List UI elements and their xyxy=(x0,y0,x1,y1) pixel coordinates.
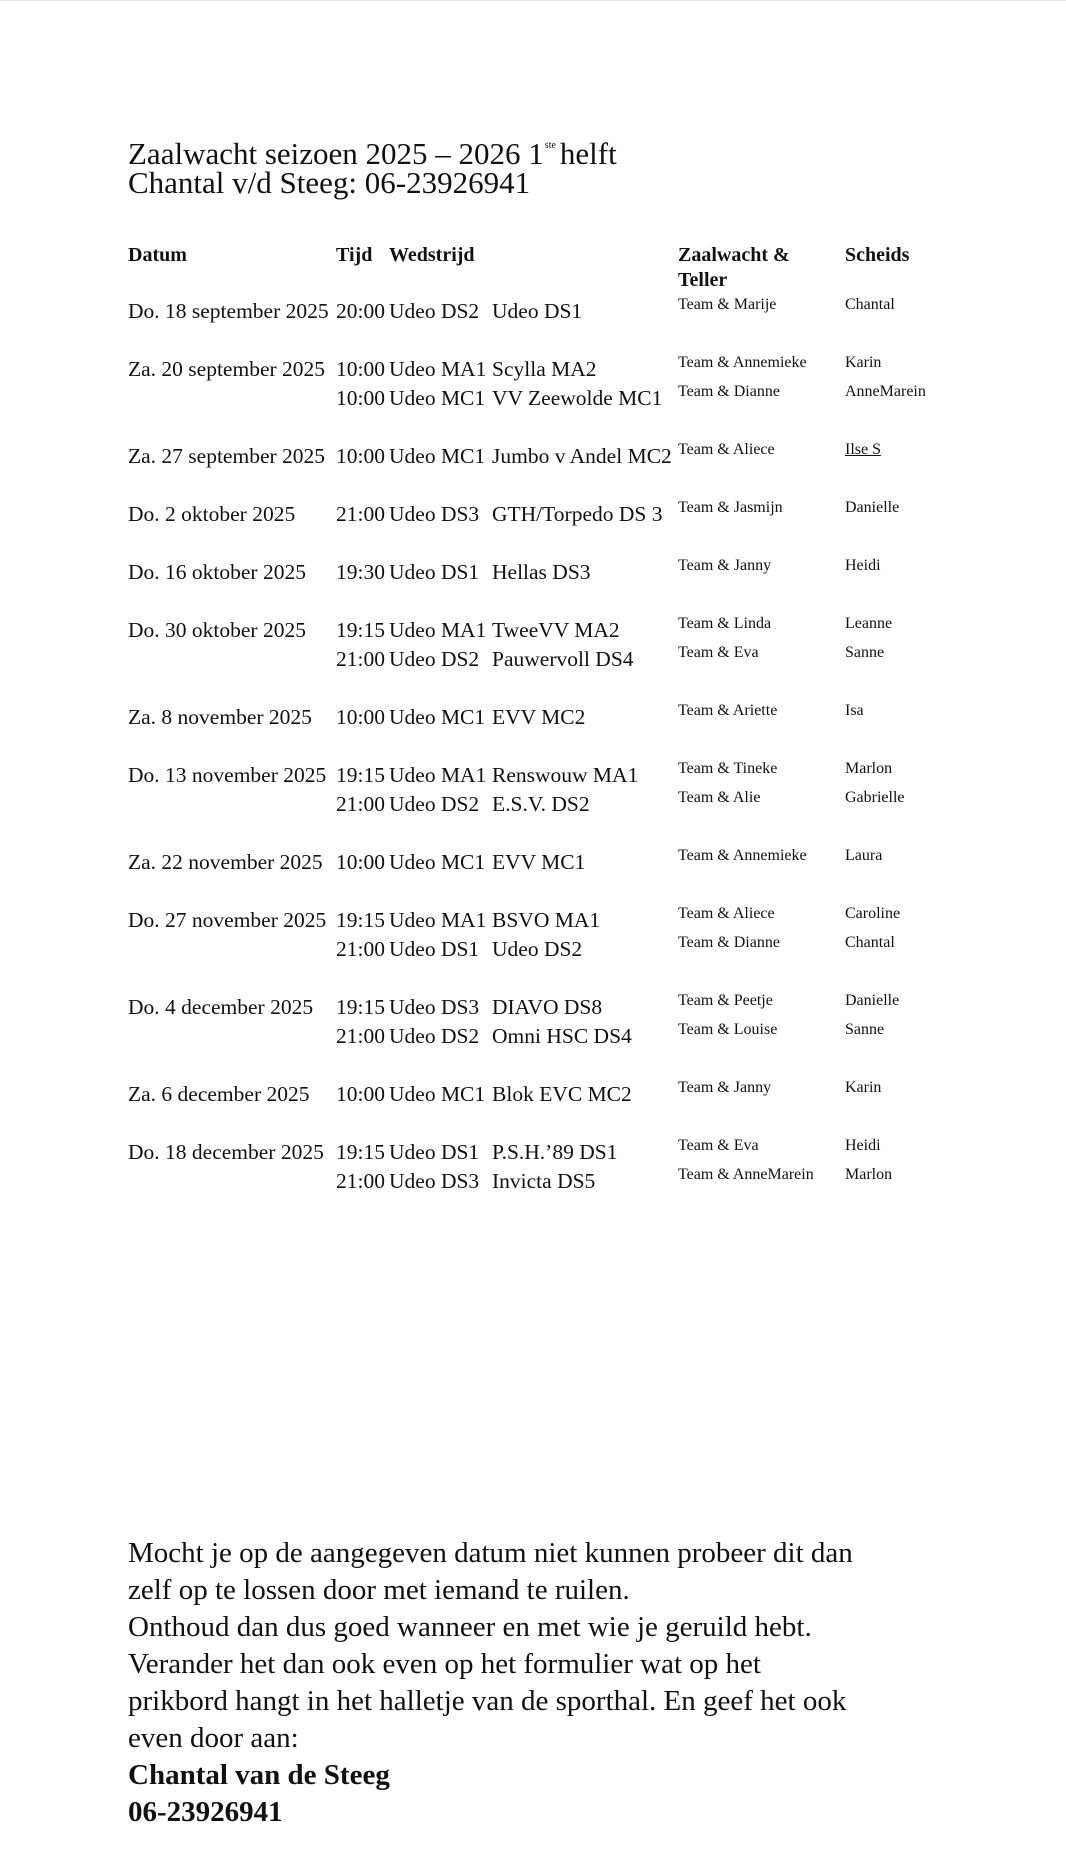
header-zaalwacht: Zaalwacht & xyxy=(678,244,790,266)
row-zaalwacht: Team & Aliece xyxy=(678,905,775,922)
row-away-team: Invicta DS5 xyxy=(492,1169,596,1193)
row-home-team: Udeo MC1 xyxy=(389,1082,486,1106)
row-scheids: Karin xyxy=(845,354,882,371)
row-scheids: Chantal xyxy=(845,934,895,951)
row-time: 21:00 xyxy=(336,502,385,526)
header-tijd: Tijd xyxy=(336,244,373,266)
row-zaalwacht: Team & Janny xyxy=(678,557,772,574)
row-away-team: Udeo DS1 xyxy=(492,299,583,323)
row-zaalwacht: Team & Eva xyxy=(678,1137,759,1154)
header-wedstrijd: Wedstrijd xyxy=(389,244,475,266)
row-away-team: GTH/Torpedo DS 3 xyxy=(492,502,663,526)
row-scheids: Danielle xyxy=(845,992,900,1009)
row-scheids: AnneMarein xyxy=(845,383,926,400)
footer-note xyxy=(128,1535,1008,1831)
row-away-team: Pauwervoll DS4 xyxy=(492,647,634,671)
header-scheids: Scheids xyxy=(845,244,910,266)
row-zaalwacht: Team & AnneMarein xyxy=(678,1166,814,1183)
row-home-team: Udeo MA1 xyxy=(389,908,487,932)
row-scheids: Heidi xyxy=(845,1137,881,1154)
row-scheids: Ilse S xyxy=(845,441,881,458)
row-away-team: BSVO MA1 xyxy=(492,908,601,932)
row-home-team: Udeo DS3 xyxy=(389,995,480,1019)
row-zaalwacht: Team & Ariette xyxy=(678,702,778,719)
row-home-team: Udeo DS1 xyxy=(389,937,480,961)
row-home-team: Udeo MC1 xyxy=(389,444,486,468)
row-home-team: Udeo MA1 xyxy=(389,763,487,787)
header-teller: Teller xyxy=(678,269,728,291)
footer-line: Mocht je op de aangegeven datum niet kunnen probeer dit dan xyxy=(128,1537,853,1569)
row-scheids: Isa xyxy=(845,702,864,719)
row-date: Do. 18 september 2025 xyxy=(128,299,329,323)
row-zaalwacht: Team & Dianne xyxy=(678,383,780,400)
row-away-team: Hellas DS3 xyxy=(492,560,591,584)
footer-line: Onthoud dan dus goed wanneer en met wie je geruild hebt. xyxy=(128,1611,812,1643)
row-scheids: Sanne xyxy=(845,644,885,661)
row-away-team: Jumbo v Andel MC2 xyxy=(492,444,672,468)
row-home-team: Udeo MC1 xyxy=(389,386,486,410)
row-away-team: EVV MC2 xyxy=(492,705,586,729)
row-home-team: Udeo DS1 xyxy=(389,560,480,584)
row-time: 19:15 xyxy=(336,618,385,642)
row-away-team: TweeVV MA2 xyxy=(492,618,620,642)
row-date: Do. 4 december 2025 xyxy=(128,995,314,1019)
row-away-team: EVV MC1 xyxy=(492,850,586,874)
row-away-team: P.S.H.’89 DS1 xyxy=(492,1140,618,1164)
row-scheids: Leanne xyxy=(845,615,893,632)
row-time: 21:00 xyxy=(336,647,385,671)
header-datum: Datum xyxy=(128,244,187,266)
row-time: 10:00 xyxy=(336,444,385,468)
row-home-team: Udeo MA1 xyxy=(389,618,487,642)
row-date: Do. 18 december 2025 xyxy=(128,1140,324,1164)
row-away-team: DIAVO DS8 xyxy=(492,995,603,1019)
row-time: 10:00 xyxy=(336,705,385,729)
row-scheids: Gabrielle xyxy=(845,789,905,806)
row-zaalwacht: Team & Marije xyxy=(678,296,777,313)
row-away-team: VV Zeewolde MC1 xyxy=(492,386,663,410)
row-scheids: Chantal xyxy=(845,296,895,313)
row-time: 19:15 xyxy=(336,908,385,932)
row-zaalwacht: Team & Aliece xyxy=(678,441,775,458)
row-date: Do. 2 oktober 2025 xyxy=(128,502,296,526)
row-zaalwacht: Team & Alie xyxy=(678,789,761,806)
row-date: Do. 30 oktober 2025 xyxy=(128,618,306,642)
row-scheids: Sanne xyxy=(845,1021,885,1038)
row-home-team: Udeo DS2 xyxy=(389,1024,480,1048)
row-time: 19:15 xyxy=(336,995,385,1019)
row-scheids: Caroline xyxy=(845,905,901,922)
row-date: Za. 22 november 2025 xyxy=(128,850,323,874)
row-home-team: Udeo DS3 xyxy=(389,1169,480,1193)
contact-line: Chantal v/d Steeg: 06-23926941 xyxy=(128,165,531,200)
row-date: Do. 13 november 2025 xyxy=(128,763,327,787)
row-date: Za. 8 november 2025 xyxy=(128,705,312,729)
row-scheids: Marlon xyxy=(845,760,893,777)
row-zaalwacht: Team & Annemieke xyxy=(678,847,807,864)
row-time: 19:15 xyxy=(336,763,385,787)
row-time: 19:15 xyxy=(336,1140,385,1164)
row-home-team: Udeo MC1 xyxy=(389,850,486,874)
row-time: 10:00 xyxy=(336,357,385,381)
row-away-team: Scylla MA2 xyxy=(492,357,597,381)
title-main: Zaalwacht seizoen 2025 – 2026 1 xyxy=(128,136,544,171)
row-zaalwacht: Team & Peetje xyxy=(678,992,773,1009)
row-scheids: Marlon xyxy=(845,1166,893,1183)
row-time: 19:30 xyxy=(336,560,385,584)
row-zaalwacht: Team & Annemieke xyxy=(678,354,807,371)
top-border xyxy=(0,0,1066,1)
row-away-team: E.S.V. DS2 xyxy=(492,792,590,816)
row-home-team: Udeo DS1 xyxy=(389,1140,480,1164)
row-zaalwacht: Team & Janny xyxy=(678,1079,772,1096)
row-time: 10:00 xyxy=(336,386,385,410)
row-scheids: Heidi xyxy=(845,557,881,574)
row-scheids: Laura xyxy=(845,847,883,864)
row-date: Do. 16 oktober 2025 xyxy=(128,560,306,584)
row-zaalwacht: Team & Jasmijn xyxy=(678,499,783,516)
row-home-team: Udeo DS2 xyxy=(389,647,480,671)
row-away-team: Udeo DS2 xyxy=(492,937,583,961)
row-date: Za. 6 december 2025 xyxy=(128,1082,310,1106)
row-zaalwacht: Team & Louise xyxy=(678,1021,778,1038)
row-away-team: Renswouw MA1 xyxy=(492,763,639,787)
contact-phone: 06-23926941 xyxy=(128,1796,283,1828)
row-scheids: Karin xyxy=(845,1079,882,1096)
row-date: Do. 27 november 2025 xyxy=(128,908,327,932)
contact-name: Chantal van de Steeg xyxy=(128,1759,390,1791)
title-end: helft xyxy=(559,136,617,171)
row-home-team: Udeo MA1 xyxy=(389,357,487,381)
row-date: Za. 20 september 2025 xyxy=(128,357,326,381)
footer-line: Verander het dan ook even op het formulier wat op het xyxy=(128,1648,761,1680)
row-time: 10:00 xyxy=(336,850,385,874)
row-date: Za. 27 september 2025 xyxy=(128,444,326,468)
row-home-team: Udeo DS3 xyxy=(389,502,480,526)
row-time: 10:00 xyxy=(336,1082,385,1106)
row-time: 21:00 xyxy=(336,792,385,816)
row-zaalwacht: Team & Eva xyxy=(678,644,759,661)
row-zaalwacht: Team & Tineke xyxy=(678,760,778,777)
row-away-team: Omni HSC DS4 xyxy=(492,1024,632,1048)
row-time: 21:00 xyxy=(336,937,385,961)
row-time: 21:00 xyxy=(336,1024,385,1048)
row-scheids: Danielle xyxy=(845,499,900,516)
footer-line: zelf op te lossen door met iemand te ruilen. xyxy=(128,1574,630,1606)
row-time: 21:00 xyxy=(336,1169,385,1193)
title-superscript: ste xyxy=(544,140,556,151)
row-time: 20:00 xyxy=(336,299,385,323)
footer-line: prikbord hangt in het halletje van de sporthal. En geef het ook xyxy=(128,1685,847,1717)
row-home-team: Udeo DS2 xyxy=(389,299,480,323)
row-home-team: Udeo MC1 xyxy=(389,705,486,729)
row-zaalwacht: Team & Linda xyxy=(678,615,772,632)
row-home-team: Udeo DS2 xyxy=(389,792,480,816)
row-zaalwacht: Team & Dianne xyxy=(678,934,780,951)
footer-line: even door aan: xyxy=(128,1722,299,1754)
row-away-team: Blok EVC MC2 xyxy=(492,1082,632,1106)
